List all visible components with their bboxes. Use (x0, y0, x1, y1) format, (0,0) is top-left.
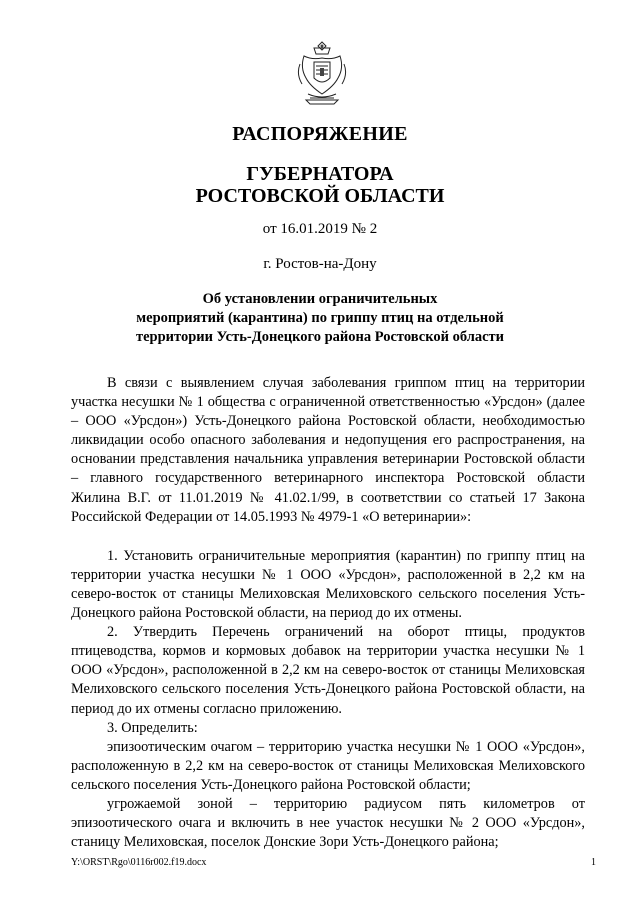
item-1-paragraph: 1. Установить ограничительные мероприятия (карантин) по гриппу птиц на территории участка несушки № 1 ООО «Урсдон», расположенной в 2,2 км на северо-восток от станицы Мелиховская Мелиховского сельского поселения Усть-Донецкого района Ростовской области, на период до их отмены. (71, 547, 585, 622)
subject-line-3: территории Усть-Донецкого района Ростовской области (135, 329, 505, 345)
coat-of-arms-icon (296, 38, 348, 108)
preamble-paragraph: В связи с выявлением случая заболевания гриппом птиц на территории участка несушки № 1 общества с ограниченной ответственностью «Урсдон» (далее – ООО «Урсдон») Усть-Донецкого района Ростовской области, необходимостью ликвидации особо опасного заболевания и недопущения его распространения, на основании представления начальника управления ветеринарии Ростовской области – главного государственного ветеринарного инспектора Ростовской области Жилина В.Г. от 11.01.2019 № 41.02.1/99, в соответствии со статьей 17 Закона Российской Федерации от 14.05.1993 № 4979-1 «О ветеринарии»: (71, 375, 585, 525)
document-city: г. Ростов-на-Дону (263, 256, 377, 272)
item-3-heading: 3. Определить: (107, 719, 198, 736)
item-3b-paragraph: угрожаемой зоной – территорию радиусом пять километров от эпизоотического очага и включить в нее участок несушки № 2 ООО «Урсдон», станицу Мелиховская, поселок Донские Зори Усть-Донецкого района; (71, 795, 585, 851)
document-body (71, 374, 585, 852)
document-type-title: РАСПОРЯЖЕНИЕ (232, 123, 408, 145)
document-subject (0, 290, 640, 347)
footer-file-path: Y:\ORST\Rgo\0116r002.f19.docx (71, 857, 207, 868)
item-3a-paragraph: эпизоотическим очагом – территорию участка несушки № 1 ООО «Урсдон», расположенную в 2,2 км на северо-восток от станицы Мелиховская Мелиховского сельского поселения Усть-Донецкого района Ростовской области; (71, 738, 585, 793)
document-date-number: от 16.01.2019 № 2 (262, 221, 378, 237)
issuer-line-2: РОСТОВСКОЙ ОБЛАСТИ (195, 185, 445, 207)
page-number: 1 (591, 857, 596, 868)
item-2-paragraph: 2. Утвердить Перечень ограничений на оборот птицы, продуктов птицеводства, кормов и кормовых добавок на территории участка несушки № 1 ООО «Урсдон», расположенной в 2,2 км на северо-восток от станицы Мелиховская Мелиховского сельского поселения Усть-Донецкого района Ростовской области, на период до их отмены согласно приложению. (71, 624, 585, 717)
subject-line-1: Об установлении ограничительных (202, 291, 438, 307)
issuer-line-1: ГУБЕРНАТОРА (246, 163, 394, 185)
subject-line-2: мероприятий (карантина) по гриппу птиц на отдельной (136, 310, 504, 326)
